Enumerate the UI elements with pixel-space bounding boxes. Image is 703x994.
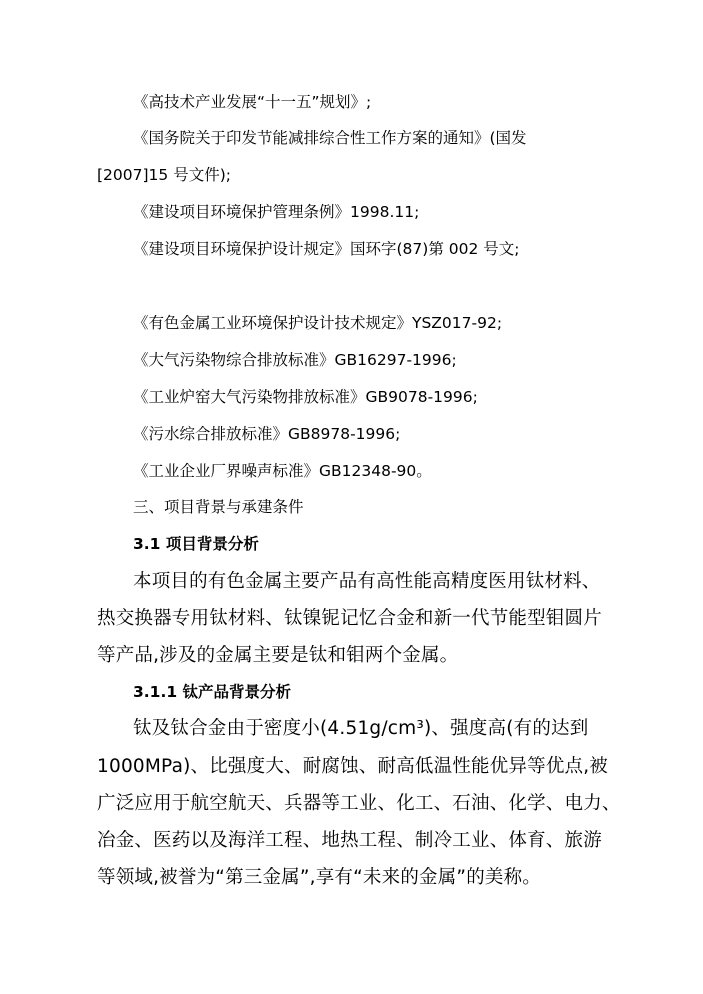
paragraph-line: 热交换器专用钛材料、钛镍铌记忆合金和新一代节能型钼圆片 xyxy=(97,608,602,629)
reference-line: 《污水综合排放标准》GB8978-1996; xyxy=(133,425,401,443)
paragraph-line: 广泛应用于航空航天、兵器等工业、化工、石油、化学、电力、 xyxy=(97,793,621,814)
paragraph-line: 本项目的有色金属主要产品有高性能高精度医用钛材料、 xyxy=(133,571,601,592)
reference-line: 《工业炉窑大气污染物排放标准》GB9078-1996; xyxy=(133,388,478,406)
subsection-heading: 3.1.1 钛产品背景分析 xyxy=(133,683,292,701)
paragraph-line: 等产品,涉及的金属主要是钛和钼两个金属。 xyxy=(97,645,459,666)
paragraph-line: 钛及钛合金由于密度小(4.51g/cm³)、强度高(有的达到 xyxy=(133,718,589,739)
paragraph-line: 等领域,被誉为“第三金属”,享有“未来的金属”的美称。 xyxy=(97,867,541,888)
reference-line: 《建设项目环境保护管理条例》1998.11; xyxy=(133,203,420,221)
reference-line: 《高技术产业发展“十一五”规划》; xyxy=(133,93,372,111)
paragraph-line: 冶金、医药以及海洋工程、地热工程、制冷工业、体育、旅游 xyxy=(97,830,602,851)
reference-line: [2007]15 号文件); xyxy=(97,166,231,184)
reference-line: 《建设项目环境保护设计规定》国环字(87)第 002 号文; xyxy=(133,240,520,258)
section-title: 三、项目背景与承建条件 xyxy=(133,498,304,516)
subsection-heading: 3.1 项目背景分析 xyxy=(133,535,259,553)
reference-line: 《大气污染物综合排放标准》GB16297-1996; xyxy=(133,351,457,369)
reference-line: 《工业企业厂界噪声标准》GB12348-90。 xyxy=(133,462,432,480)
reference-line: 《国务院关于印发节能减排综合性工作方案的通知》(国发 xyxy=(133,129,527,147)
reference-line: 《有色金属工业环境保护设计技术规定》YSZ017-92; xyxy=(133,314,503,332)
paragraph-line: 1000MPa)、比强度大、耐腐蚀、耐高低温性能优异等优点,被 xyxy=(97,756,609,777)
